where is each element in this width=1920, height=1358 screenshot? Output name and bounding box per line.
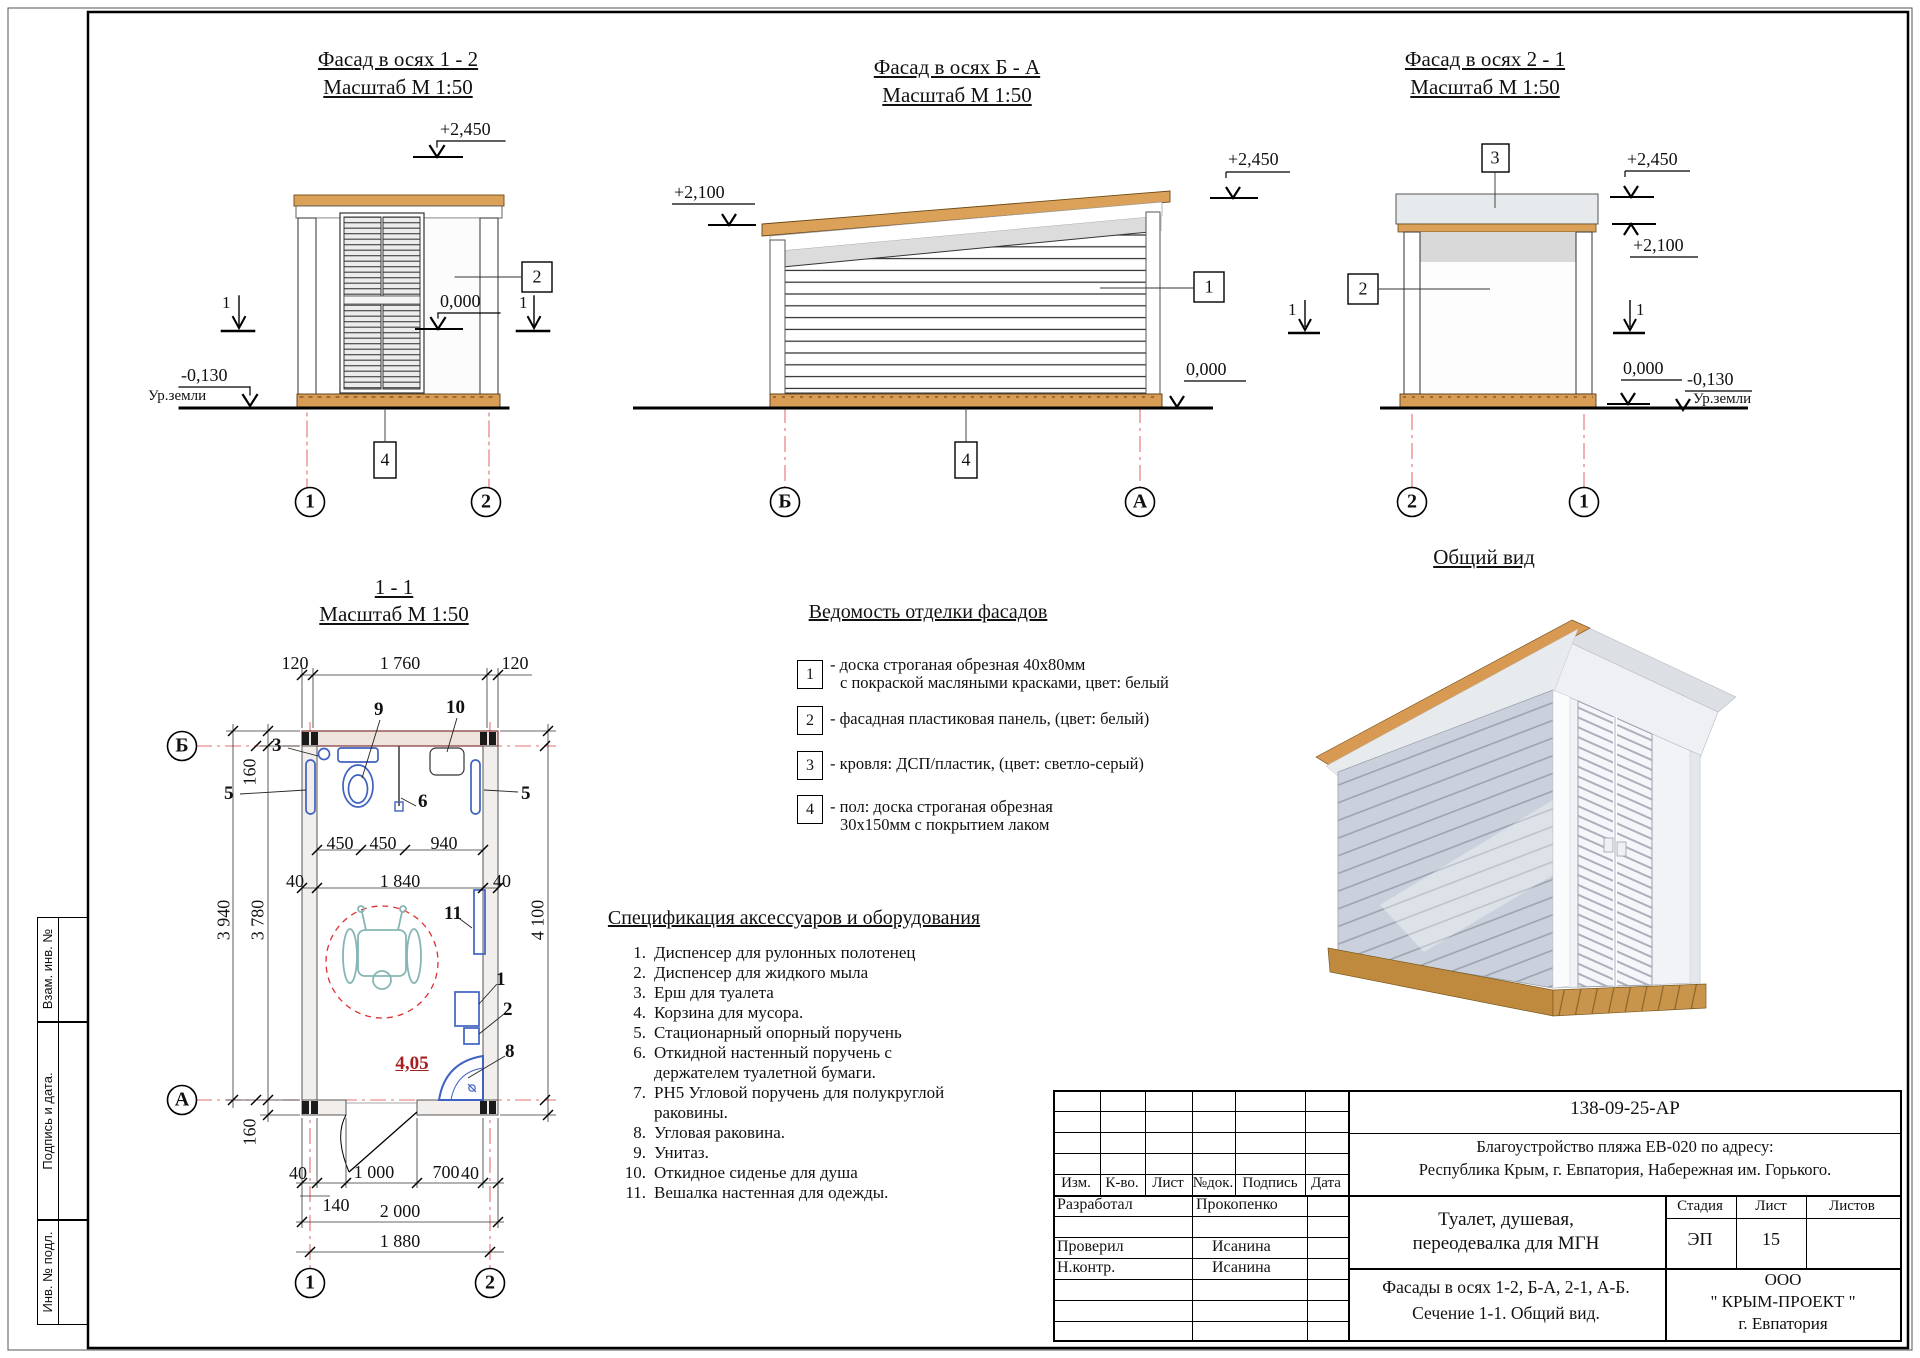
- stage-header: Стадия: [1677, 1198, 1723, 1214]
- facade-2-1-drawing: [1288, 144, 1752, 517]
- plan-tag-5-left: 5: [224, 783, 234, 804]
- sheet-content-line-1: Фасады в осях 1-2, Б-А, 2-1, А-Б.: [1382, 1277, 1630, 1297]
- spec-item: Ерш для туалета: [654, 983, 774, 1002]
- sheet-header: Лист: [1755, 1198, 1787, 1214]
- finish-item-box-4: 4: [797, 795, 823, 824]
- dim-940: 940: [430, 833, 458, 853]
- name-prokopenko: Прокопенко: [1196, 1196, 1278, 1213]
- project-address-line-2: Республика Крым, г. Евпатория, Набережная им. Горького.: [1418, 1160, 1832, 1179]
- finish-marker-3: 3: [1490, 147, 1500, 168]
- dim-160-bottom: 160: [239, 1118, 260, 1146]
- dim-120-left: 120: [281, 653, 309, 673]
- level-zero: 0,000: [440, 291, 481, 311]
- sidebar-label-inv: Инв. № подл.: [40, 1231, 56, 1313]
- level-minus0130: -0,130: [181, 365, 228, 385]
- level-plus2450: +2,450: [440, 119, 491, 139]
- dim-40-b: 40: [493, 871, 511, 891]
- object-name-line-1: Туалет, душевая,: [1438, 1209, 1574, 1230]
- dim-120-right: 120: [501, 653, 529, 673]
- plan-tag-2: 2: [503, 999, 513, 1020]
- axis-bubble-2: 2: [485, 1271, 495, 1294]
- spec-item: Корзина для мусора.: [654, 1003, 804, 1022]
- room-area-value: 4,05: [395, 1053, 429, 1074]
- name-isanina: Исанина: [1212, 1238, 1271, 1255]
- dim-140: 140: [322, 1195, 350, 1215]
- spec-num: 4.: [633, 1003, 646, 1022]
- facade-b-a-scale: Масштаб М 1:50: [882, 83, 1032, 107]
- spec-num: 8.: [633, 1123, 646, 1142]
- axis-bubble-a: А: [174, 1088, 190, 1111]
- facade-2-1-scale: Масштаб М 1:50: [1410, 75, 1560, 99]
- finish-marker-4: 4: [380, 449, 390, 470]
- plan-tag-3: 3: [272, 735, 282, 756]
- section-cut-digit: 1: [1636, 300, 1645, 319]
- col-podpis: Подпись: [1242, 1175, 1298, 1191]
- spec-item: Откидное сиденье для душа: [654, 1163, 858, 1182]
- col-izm: Изм.: [1061, 1175, 1091, 1191]
- finish-item-1-line-1: - доска строганая обрезная 40х80мм: [830, 655, 1086, 674]
- section-cut-digit: 1: [222, 293, 231, 312]
- plan-tag-8: 8: [505, 1041, 515, 1062]
- general-view-3d: [1316, 620, 1736, 1016]
- col-kvo: К-во.: [1105, 1175, 1139, 1191]
- col-data: Дата: [1311, 1175, 1341, 1191]
- sidebar-label-vzam: Взам. инв. №: [40, 928, 56, 1010]
- finish-marker-4: 4: [961, 449, 971, 470]
- dim-40-c: 40: [289, 1163, 307, 1183]
- object-name-line-2: переодевалка для МГН: [1412, 1233, 1600, 1254]
- sheet-number: 15: [1762, 1229, 1780, 1249]
- spec-item: Диспенсер для рулонных полотенец: [654, 943, 916, 962]
- level-plus2450: +2,450: [1627, 149, 1678, 169]
- sidebar-label-podpis: Подпись и дата.: [40, 1072, 56, 1170]
- axis-bubble-2: 2: [1407, 490, 1417, 513]
- role-developed: Разработал: [1057, 1196, 1133, 1213]
- spec-num: 6.: [633, 1043, 646, 1062]
- ground-level-label: Ур.земли: [148, 388, 207, 404]
- role-checked: Проверил: [1057, 1238, 1124, 1255]
- dim-1840: 1 840: [379, 871, 421, 891]
- finish-item-box-3: 3: [797, 751, 823, 780]
- facade-1-2-scale: Масштаб М 1:50: [323, 75, 473, 99]
- plan-tag-9: 9: [374, 699, 384, 720]
- stage-value: ЭП: [1687, 1229, 1713, 1249]
- dim-40-a: 40: [286, 871, 304, 891]
- general-view-title: Общий вид: [1433, 545, 1535, 569]
- document-code: 138-09-25-АР: [1570, 1098, 1680, 1119]
- dim-3780: 3 780: [247, 899, 268, 941]
- sheet-content-line-2: Сечение 1-1. Общий вид.: [1412, 1303, 1600, 1323]
- finish-item-4-line-1: - пол: доска строганая обрезная: [830, 797, 1053, 816]
- role-ncontrol: Н.контр.: [1057, 1259, 1116, 1276]
- finish-item-1-line-2: с покраской масляными красками, цвет: белый: [840, 673, 1169, 692]
- facade-2-1-title: Фасад в осях 2 - 1: [1404, 47, 1566, 71]
- name-isanina: Исанина: [1212, 1259, 1271, 1276]
- dim-40-d: 40: [461, 1163, 479, 1183]
- spec-item-cont: держателем туалетной бумаги.: [654, 1063, 876, 1082]
- finish-marker-2: 2: [1358, 278, 1368, 299]
- plan-tag-11: 11: [444, 903, 462, 924]
- finish-item-box-2: 2: [797, 706, 823, 735]
- spec-num: 1.: [633, 943, 646, 962]
- plan-tag-6: 6: [418, 791, 428, 812]
- facade-1-2-title: Фасад в осях 1 - 2: [317, 47, 479, 71]
- ground-level-label: Ур.земли: [1693, 391, 1752, 407]
- spec-item: РН5 Угловой поручень для полукруглой: [654, 1083, 945, 1102]
- org-name-line-3: г. Евпатория: [1738, 1314, 1828, 1333]
- spec-num: 7.: [633, 1083, 646, 1102]
- level-plus2450: +2,450: [1228, 149, 1279, 169]
- spec-num: 10.: [624, 1163, 646, 1182]
- col-ndok: №док.: [1192, 1175, 1234, 1191]
- spec-item: Откидной настенный поручень с: [654, 1043, 892, 1062]
- level-zero: 0,000: [1186, 359, 1227, 379]
- axis-bubble-1: 1: [305, 1271, 315, 1294]
- finish-item-box-1: 1: [797, 660, 823, 689]
- spec-item: Вешалка настенная для одежды.: [654, 1183, 889, 1202]
- dim-1760: 1 760: [379, 653, 421, 673]
- dim-1000: 1 000: [353, 1162, 395, 1182]
- dim-1880: 1 880: [379, 1231, 421, 1251]
- facade-b-a-title: Фасад в осях Б - А: [873, 55, 1041, 79]
- section-cut-digit: 1: [1288, 300, 1297, 319]
- org-name-line-2: " КРЫМ-ПРОЕКТ ": [1710, 1292, 1856, 1311]
- spec-num: 11.: [625, 1183, 646, 1202]
- axis-bubble-1: 1: [1579, 490, 1589, 513]
- finish-item-4-line-2: 30х150мм с покрытием лаком: [840, 815, 1050, 834]
- dim-450-a: 450: [326, 833, 354, 853]
- spec-num: 2.: [633, 963, 646, 982]
- finish-list-title: Ведомость отделки фасадов: [808, 601, 1048, 623]
- spec-num: 9.: [633, 1143, 646, 1162]
- level-zero: 0,000: [1623, 358, 1664, 378]
- finish-item-3-line-1: - кровля: ДСП/пластик, (цвет: светло-серый): [830, 754, 1144, 773]
- org-name-line-1: ООО: [1764, 1270, 1802, 1289]
- spec-item: Стационарный опорный поручень: [654, 1023, 902, 1042]
- dim-160-top: 160: [239, 758, 260, 786]
- section-scale: Масштаб М 1:50: [319, 602, 469, 626]
- spec-num: 3.: [633, 983, 646, 1002]
- finish-marker-1: 1: [1204, 276, 1214, 297]
- axis-bubble-b: Б: [175, 734, 189, 757]
- plan-tag-1: 1: [496, 969, 506, 990]
- axis-bubble-1: 1: [305, 490, 315, 513]
- dim-450-b: 450: [369, 833, 397, 853]
- spec-item-cont: раковины.: [654, 1103, 728, 1122]
- spec-num: 5.: [633, 1023, 646, 1042]
- project-address-line-1: Благоустройство пляжа ЕВ-020 по адресу:: [1476, 1137, 1774, 1156]
- dim-4100: 4 100: [527, 899, 548, 941]
- finish-marker-2: 2: [532, 266, 542, 287]
- section-title: 1 - 1: [374, 575, 414, 599]
- facade-1-2-drawing: [179, 141, 552, 517]
- finish-item-2-line-1: - фасадная пластиковая панель, (цвет: белый): [830, 709, 1150, 728]
- spec-item: Диспенсер для жидкого мыла: [654, 963, 869, 982]
- spec-list-title: Спецификация аксессуаров и оборудования: [607, 907, 981, 929]
- level-plus2100: +2,100: [674, 182, 725, 202]
- dim-700: 700: [432, 1162, 460, 1182]
- dim-3940: 3 940: [213, 899, 234, 941]
- plan-tag-5-right: 5: [521, 783, 531, 804]
- level-minus0130: -0,130: [1687, 369, 1734, 389]
- spec-item: Угловая раковина.: [654, 1123, 786, 1142]
- level-plus2100: +2,100: [1633, 235, 1684, 255]
- axis-bubble-a: А: [1132, 490, 1148, 513]
- section-cut-digit: 1: [519, 293, 528, 312]
- plan-tag-10: 10: [446, 697, 465, 718]
- axis-bubble-b: Б: [778, 490, 792, 513]
- spec-item: Унитаз.: [654, 1143, 709, 1162]
- axis-bubble-2: 2: [481, 490, 491, 513]
- dim-2000: 2 000: [379, 1201, 421, 1221]
- col-list: Лист: [1152, 1175, 1184, 1191]
- sheets-header: Листов: [1829, 1198, 1875, 1214]
